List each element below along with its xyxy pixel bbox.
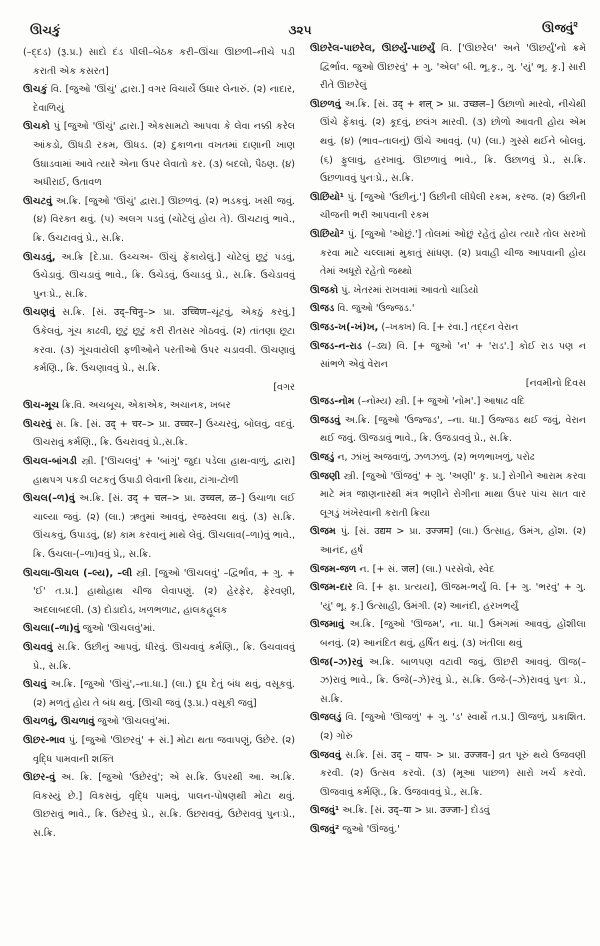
headword: ઊછરેલ-પાછરેલ, ઊછર્યું-પાછર્યું [310, 43, 435, 54]
dictionary-entry [310, 561, 586, 580]
headword: ઊજવવું [310, 749, 341, 761]
definition-text: સ્ત્રી. [જુઓ 'ઊચલવું' –દ્વિર્ભાવ, + ગુ. + 'ઈ' ત.પ્ર.] હાથોહાથ ચીજ લેવાપણું. (૨) હેરફેર, ફેરવણી, અદલાબદલી. (૩) દોડાદોડ, ખળભળાટ, હાલકહૂલક [33, 567, 295, 616]
dictionary-entry [23, 193, 295, 249]
definition-text: પું. ખેતરમાં રાખવામાં આવતો ચાડિયો [341, 284, 479, 296]
headword: ઊછળવું [310, 98, 341, 110]
definition-text: (–નોમ્ય) સ્ત્રી. [+ જુઓ 'નોમ'.] આષાઢ વદિ [357, 396, 525, 408]
headword: ઊછિયો² [310, 228, 344, 240]
dictionary-entry [310, 449, 586, 468]
headword: ઊચલા(–ળા)વું [23, 623, 80, 635]
headword: ઊજડ-ખ(-ખં)ખ, [310, 321, 379, 333]
headword: ઊજડું [310, 452, 335, 464]
definition-text: અ.ક્રિ. [જુઓ 'ઊંચું',–ના.ધા.] (લા.) દૂધ દેતું બંધ થવું, વસૂકવું. (૨) મળતું હોય તે બંધ થવું. [ઊચી જવું (રૂ.પ્ર.) વસૂકી જવું] [33, 679, 295, 709]
definition-text: સ.ક્રિ. [સં. उद् – याप- > પ્રા. उज्जव-] વ્રત પૂરું થયે ઉજવણી કરવી. (૨) ઉત્સવ કરવો. (૩) (મૂઆ પાછળ) સારો ખર્ચ કરવો. ઊજવાવું કર્મણિ., ક્રિ. ઉજવાવવું પ્રે., સ.ક્રિ. [320, 749, 586, 798]
carryover-text: [વગર [273, 381, 295, 393]
dictionary-entry [310, 40, 586, 96]
dictionary-entry [310, 579, 586, 616]
definition-text: સ. ક્રિ. [સં. उद् + चर–> પ્રા. उच्चर–] ઉચ્ચરવું, બોલવું, વદવું. ઊચરાવું કર્મણિ., ક્રિ. ઉચરાવવું પ્રે.,સ.ક્રિ. [33, 418, 295, 449]
headword: ઊછિયો¹ [310, 191, 344, 203]
headword: ઊચટવું [23, 195, 53, 207]
headword: ઊચણવું [23, 307, 55, 319]
definition-text: સ્ત્રી. [જુઓ 'ઊંજવું' + ગુ. 'અણી' કૃ. પ્ર.] રોગીને આરામ કરવા માટે મંત્ર જાણનારથી મંત્ર ભણીને રોગીના માથા ઉપર પાંચ સાત વાર લૂગડું ખંખેરવાની કરાતી ક્રિયા [320, 470, 586, 519]
headword: ઊજમ-દાર [310, 582, 353, 594]
left-guide-word: ઊચકું [30, 23, 61, 37]
definition-text: સ.ક્રિ. [સં. उद्–चिनु–> પ્રા. उच्चिण–ચૂંટવું, એકઠું કરવું.] ઉકેલવું, ગૂંચ કાઢવી, છૂટું છૂટું કરી રીતસર ગોઠવવું. (૨) તાંતણા છૂટા કરવા. (૩) ગૂંચવાયેલી ફળીઓને પરતીઓ ઉપર ચડાવવી. ઊચણાવું કર્મણિ., ક્રિ. ઉચણાવવું પ્રે., સ.ક્રિ. [33, 307, 295, 375]
definition-text: જુઓ 'ઊચલવું'માં. [97, 716, 171, 728]
definition-text: વિ. જુઓ 'ઉજ્જડ.' [337, 303, 415, 315]
headword: ઊજવું² [310, 823, 340, 835]
right-guide-word: ઊજવું$^૨$ [542, 20, 578, 35]
definition-text: સ.ક્રિ. ઉછીનું આપવું, ધીરવું. ઊચવાવું કર્મણિ., ક્રિ. ઉચવાવવું પ્રે., સ.ક્રિ. [33, 642, 295, 672]
dictionary-entry [23, 490, 295, 564]
dictionary-entry [23, 81, 295, 118]
headword: ઊજમાવું [310, 619, 345, 631]
headword: ઊજ(–ઝ)રવું [310, 656, 363, 668]
headword: ઊજમ [310, 526, 336, 538]
definition-text: અ.ક્રિ. [સં. उद् + चल–> પ્રા. उच्चल, ळ–] ઉચાળા લઈ ચાલ્યા જવું. (૨) (લા.) ઋતુમાં આવવું, રજસ્વલા થવું. (૩) સ.ક્રિ. ઊંચકવું, ઉપાડવું, (૪) કામ કરવાનું માથે લેવું. ઊચલાવ(–ળા)વું ભાવે., ક્રિ. ઉચલા-(–ળા)વવું પ્રે,, સ.ક્રિ. [33, 493, 295, 561]
headword: ઊચળવું, ઊચળાવું [23, 716, 95, 728]
headword: ઊજડવું [310, 414, 341, 426]
dictionary-entry [310, 709, 586, 746]
headword: ઊછર-વું [23, 772, 56, 784]
definition-text: અ.ક્રિ. બાળપણ વટાવી જવું, ઊછરી આવવું. ઊજ(–ઝ)રાવું ભાવે., ક્રિ. ઉજે(–ઝે)રવું પ્રે., સ.ક્રિ. ઉજે-(–ઝે)રાવવું પુનઃ પ્રે., સ.ક્રિ. [320, 656, 586, 705]
definition-text: જુઓ 'ઊચલવું'માં. [82, 623, 156, 635]
dictionary-entry [23, 44, 295, 81]
dictionary-entry [23, 769, 295, 843]
left-column [23, 44, 295, 844]
definition-text: (–દ્દડ) (રૂ.પ્ર.) સાદો દંડ પીલી–બેઠક કરી–ઊંચા ઊછળી–નીચે પડી કરાતી એક કસરત] [23, 47, 295, 77]
dictionary-entry [23, 118, 295, 192]
dictionary-entry [310, 523, 586, 560]
headword: ઊજવું¹ [310, 805, 340, 817]
definition-text: પું. [જુઓ 'ઓછું.'] તોલમાં ઓછું રહેતું હોય ત્યારે તોલ સરખો કરવા માટે ચલ્લામાં મુકાતું સાંધણ. (૨) પ્રવાહી ચીજ આપવાની હોય તેમાં અધૂરો રહેતો જથ્થો [320, 228, 586, 278]
definition-text: વિ. [જુઓ 'ઊજળું' + ગુ. 'ડ' સ્વાર્થે ત.પ્ર.] ઊજળું, પ્રકાશિત. (૨) ગોરું [320, 712, 586, 742]
dictionary-entry [310, 96, 586, 189]
dictionary-entry [310, 802, 586, 821]
dictionary-entry [23, 713, 295, 732]
definition-text: પું. [સં. उद्यम > પ્રા. उज्जम] (લા.) ઉત્સાહ, ઉમંગ, હોંશ. (૨) આનંદ, હર્ષ [320, 526, 586, 557]
dictionary-entry [310, 226, 586, 282]
carryover-text: [નવમીનો દિવસ [525, 377, 586, 389]
definition-text: ક્રિ.વિ. અચબૂચ, એકાએક, અચાનક, ખબર [62, 400, 231, 412]
dictionary-entry [310, 412, 586, 449]
definition-text: પું. [જુઓ 'ઊછરવું' + સં.] મોટા થતા જવાપણું, ઉછેર. (૨) વૃદ્ધિ પામવાની શક્તિ [33, 734, 295, 765]
dictionary-entry [310, 654, 586, 710]
dictionary-entry [23, 416, 295, 453]
definition-text: (–ખક્ખ) વિ. [+ રવા.] તદ્દન વેરાન [381, 321, 519, 333]
dictionary-entry [310, 282, 586, 301]
page-number: ૩૨૫ [288, 23, 312, 37]
dictionary-entry [310, 189, 586, 226]
headword: ઊચવવું [23, 642, 53, 653]
headword: ઊજણી [310, 470, 341, 482]
definition-text: (–ડ્ય) વિ. [+ જુઓ 'ન' + 'રાડ'.] કોઈ રાડ પણ ન સાંભળે એવું વેરાન [320, 340, 586, 371]
dictionary-entry [23, 676, 295, 713]
headword: ઊચલા-ઊચલ (–લ્ય), –લી [23, 567, 133, 579]
dictionary-entry [23, 249, 295, 305]
headword: ઊજડ-ન-રાડ [310, 340, 362, 352]
definition-text: પું [જુઓ 'ઊંચું' દ્વારા.] એકસામટો આપવા કે લેવા નક્કી કરેલ આંકડો, ઊધડી રકમ, ઊધડ. (૨) દુકાળના વખતમાં દાણાની ખાણ ઉઘાડવામાં આવે ત્યારે એના ઉપર લેવાતો કર. (૩) બદલો, પૈઠણ. (૪) અધીરાઈ, ઉતાવળ [33, 121, 295, 189]
headword: ઊજલડું [310, 712, 342, 724]
dictionary-entry [310, 300, 586, 319]
headword: ઊચલ(–ળ)વું [23, 493, 75, 505]
page-header [0, 20, 600, 40]
dictionary-entry [23, 639, 295, 676]
headword: ઊછર-ભાવ [23, 734, 66, 746]
definition-text: અ.ક્રિ. [જુઓ 'ઉજ્જડ', –ના. ધા.] ઉજ્જડ થઈ જવું, વેરાન થઈ જવું. ઊજડાવું ભાવે., ક્રિ. ઉજડાવવું પ્રે., સ.ક્રિ. [320, 414, 586, 445]
dictionary-entry [23, 397, 295, 416]
definition-text: ન. [+ સં. जल] (લા.) પરસેવો, સ્વેદ [359, 563, 495, 575]
dictionary-entry [23, 453, 295, 490]
definition-text: અ.ક્રિ [દે.પ્રા. ઉચ્ચઅ- ઊંચું ફેંકાયેલું.] ચોટેલું છૂટું પડવું, ઉચેડાવું. ઊચડાવું ભાવે., ક્રિ. ઉચેડવું, ઉચાડવું પ્રે., સ.ક્રિ. ઉચેડાવવું પુનઃપ્રે., સ.ક્રિ. [33, 251, 295, 300]
headword: ઊજકો [310, 284, 339, 296]
definition-text: ન, ઝાંખું અજવાળું, ઝળઝળું. (૨) ભળભાખળું, પરોઢ [337, 452, 535, 464]
headword: ઊચવું [23, 679, 47, 691]
headword: ઊચકું [23, 84, 48, 96]
definition-text: અ.ક્રિ. [જુઓ 'ઊજમ', ના. ધા.] ઉમંગમાં આવવું, હોંશીલા બનવું. (૨) આનંદિત થવું, હર્ષિત થવું. (૩) ખંતીલા થવું [320, 619, 586, 649]
headword: ઊચ-મૂચ [23, 400, 60, 412]
dictionary-entry [310, 616, 586, 653]
headword: ઊચડવું, [23, 251, 56, 263]
dictionary-entry [310, 393, 586, 412]
definition-text: વિ. [+ ફા. પ્રત્યય], ઊજમ-ભર્યું વિ. [+ ગુ. 'ભરવું' + ગુ. 'યું' ભૂ. કૃ.] ઉત્સાહી, ઉમંગી. (૨) આનંદી, હરખભર્યું [320, 582, 586, 612]
dictionary-entry [310, 338, 586, 394]
definition-text: અ. ક્રિ. [જુઓ 'ઉછેરવું'; એ સ.ક્રિ. ઉપરથી આ. અ.ક્રિ. વિકસ્યું છે.] વિકસવું, વૃદ્ધિ પામવું, પાલન-પોષણથી મોટા થવું. ઊછરાવું ભાવે., ક્રિ. ઉછેરવું પ્રે., સ.ક્રિ. ઉછરાવવું, ઉછેરાવવું પુનઃપ્રે., સ.ક્રિ. [33, 772, 295, 839]
dictionary-entry [23, 565, 295, 621]
definition-text: પું. [જુઓ 'ઉછીનું.'] ઉછીની લીધેલી રકમ, કરજ. (૨) ઉછીની ચીજની ભરી આપવાની રકમ [320, 191, 586, 222]
dictionary-entry [23, 732, 295, 769]
dictionary-entry [310, 747, 586, 803]
definition-text: જુઓ 'ઊંજવું.' [342, 823, 400, 835]
dictionary-entry [310, 468, 586, 524]
definition-text: અ.ક્રિ. [સં. उद्–या > પ્રા. उज्जा-] દોડવું [342, 805, 490, 817]
definition-text: વિ. [જુઓ 'ઊંચું' દ્વારા.] વગર વિચાર્યે ઉધાર લેનારું. (૨) નાદાર, દેવાળિયું [33, 84, 295, 114]
dictionary-entry [310, 319, 586, 338]
headword: ઊજડ [310, 303, 335, 315]
definition-text: વિ. ['ઊછરેલ' અને 'ઊછર્યું'નો ક્રમે દ્વિર્ભાવ. જુઓ ઊછરવું' + ગુ. 'એલ' બી. ભૂ.કૃ., ગુ. 'યું' ભૂ. કૃ.] સારી રીતે ઊછરેલું [320, 43, 586, 92]
dictionary-entry [310, 821, 586, 840]
headword: ઊચકો [23, 121, 50, 133]
definition-text: સ્ત્રી. ['ઊચલવું' + 'બાંગું' જુદા પડેલા હાથ-વાળું, દ્વારા] હાથપગ પકડી લટકતું ઉપાડી લેવાની ક્રિયા, ટાંગા-ટોળી [33, 456, 295, 486]
headword: ઊજડ-નોમ [310, 396, 355, 408]
headword: ઊચલ-બાંગડી [23, 456, 77, 468]
headword: ઊચરવું [23, 418, 52, 430]
headword: ઊજમ-જળ [310, 563, 357, 575]
right-column [310, 40, 586, 840]
definition-text: અ.ક્રિ. [સં. उद् + शल् > પ્રા. उच्छल–] ઉછાળો મારવો, નીચેથી ઊંચે ફેંકાવું. (૨) કૂદવું, છલંગ મારવી. (૩) છોળો આવતી હોય એમ થવું. (૪) (ભાવ–તાલનું) ઊંચે આવવું. (૫) (લા.) ગુસ્સે થઈને બોલવું. (૬) ફુલાવું, હરખાવું. ઊછળાવું ભાવે., ક્રિ. ઉછાળવું પ્રે., સ.ક્રિ. ઉછળાવવું પુનઃપ્રે., સ.ક્રિ. [320, 98, 586, 185]
dictionary-entry [23, 620, 295, 639]
definition-text: અ.ક્રિ. [જુઓ 'ઊંચું' દ્વારા.] ઊછળવું. (૨) ભડકવું. ખસી જવું. (૪) વિરક્ત થવું. (૫) અલગ પડવું (ચોટેલું હોય તે). ઊચટાવું ભાવે., ક્રિ. ઉચટાવવું પ્રે., સ.ક્રિ. [33, 195, 295, 244]
dictionary-entry [23, 304, 295, 397]
